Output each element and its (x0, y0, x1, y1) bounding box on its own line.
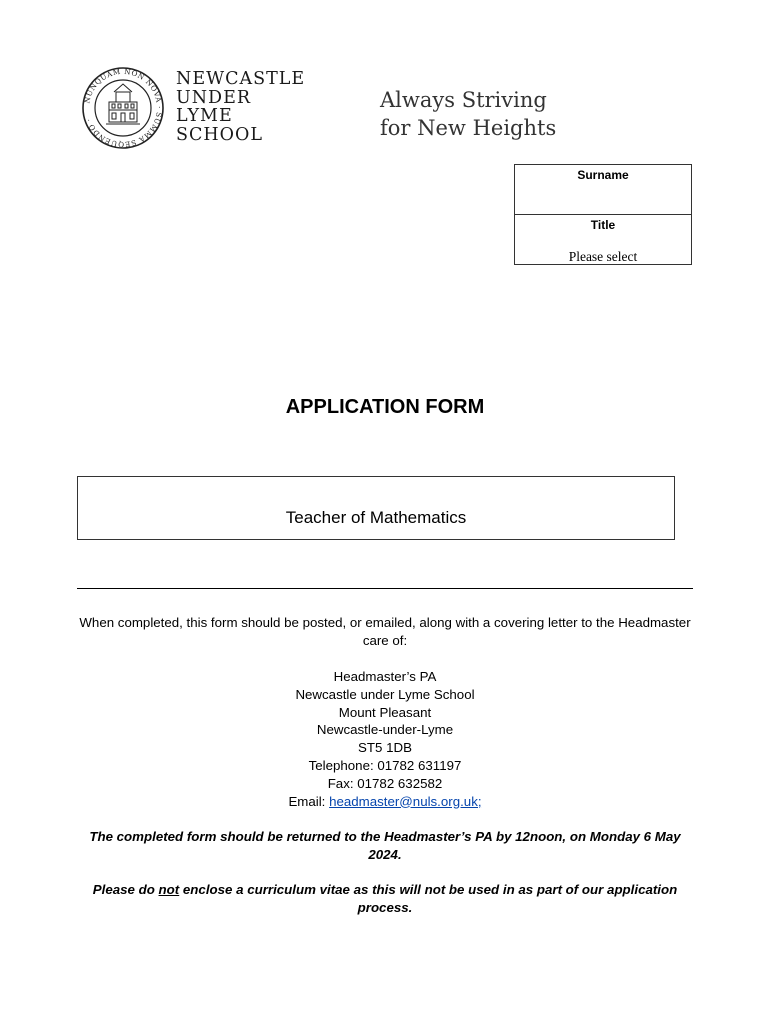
address-line: Newcastle-under-Lyme (316, 722, 454, 738)
surname-field[interactable] (515, 165, 691, 215)
school-motto (380, 86, 556, 142)
address-line: Telephone: 01782 631197 (308, 757, 462, 773)
school-logo (80, 66, 320, 150)
address-line: Mount Pleasant (338, 704, 432, 720)
cv-notice-suffix: enclose a curriculum vitae as this will not be used in as part of our application process. (179, 882, 678, 915)
email-line (77, 793, 693, 811)
position-title: Teacher of Mathematics (285, 508, 467, 527)
cv-notice-emphasis: not (158, 882, 180, 897)
school-name-line: SCHOOL (176, 124, 263, 145)
title-label: Title (590, 218, 616, 232)
title-field (515, 215, 691, 265)
address-line: ST5 1DB (358, 740, 412, 756)
page-title: APPLICATION FORM (285, 396, 485, 418)
school-name-line: NEWCASTLE (176, 69, 306, 89)
address-block (77, 668, 693, 810)
cv-notice-prefix: Please do (92, 882, 159, 897)
deadline-notice: The completed form should be returned to the Headmaster’s PA by 12noon, on Monday 6 May 2024. (89, 829, 681, 862)
cv-notice (77, 881, 693, 917)
motto-line-1: Always Striving (380, 88, 547, 112)
instructions (77, 614, 693, 810)
position-box (77, 476, 675, 540)
school-name-line: LYME (176, 106, 233, 126)
email-label: Email: (288, 793, 330, 809)
address-line: Newcastle under Lyme School (295, 686, 475, 702)
divider (77, 588, 693, 589)
school-name (176, 70, 305, 144)
applicant-id-box (514, 164, 692, 265)
title-dropdown[interactable]: Please select (568, 249, 638, 264)
address-line: Fax: 01782 632582 (327, 775, 443, 791)
motto-line-2: for New Heights (380, 116, 557, 140)
surname-label: Surname (577, 168, 629, 182)
svg-text:NUNQUAM NON NOVA · SUMMA SEQUE: NUNQUAM NON NOVA · SUMMA SEQUENDO · (82, 66, 165, 150)
address-line: Headmaster’s PA (333, 669, 437, 684)
email-link[interactable]: headmaster@nuls.org.uk; (329, 793, 482, 809)
instructions-intro: When completed, this form should be posted, or emailed, along with a covering letter to the Headmaster care of: (79, 615, 691, 648)
school-crest-seal (80, 66, 166, 150)
school-name-line: UNDER (176, 87, 252, 108)
